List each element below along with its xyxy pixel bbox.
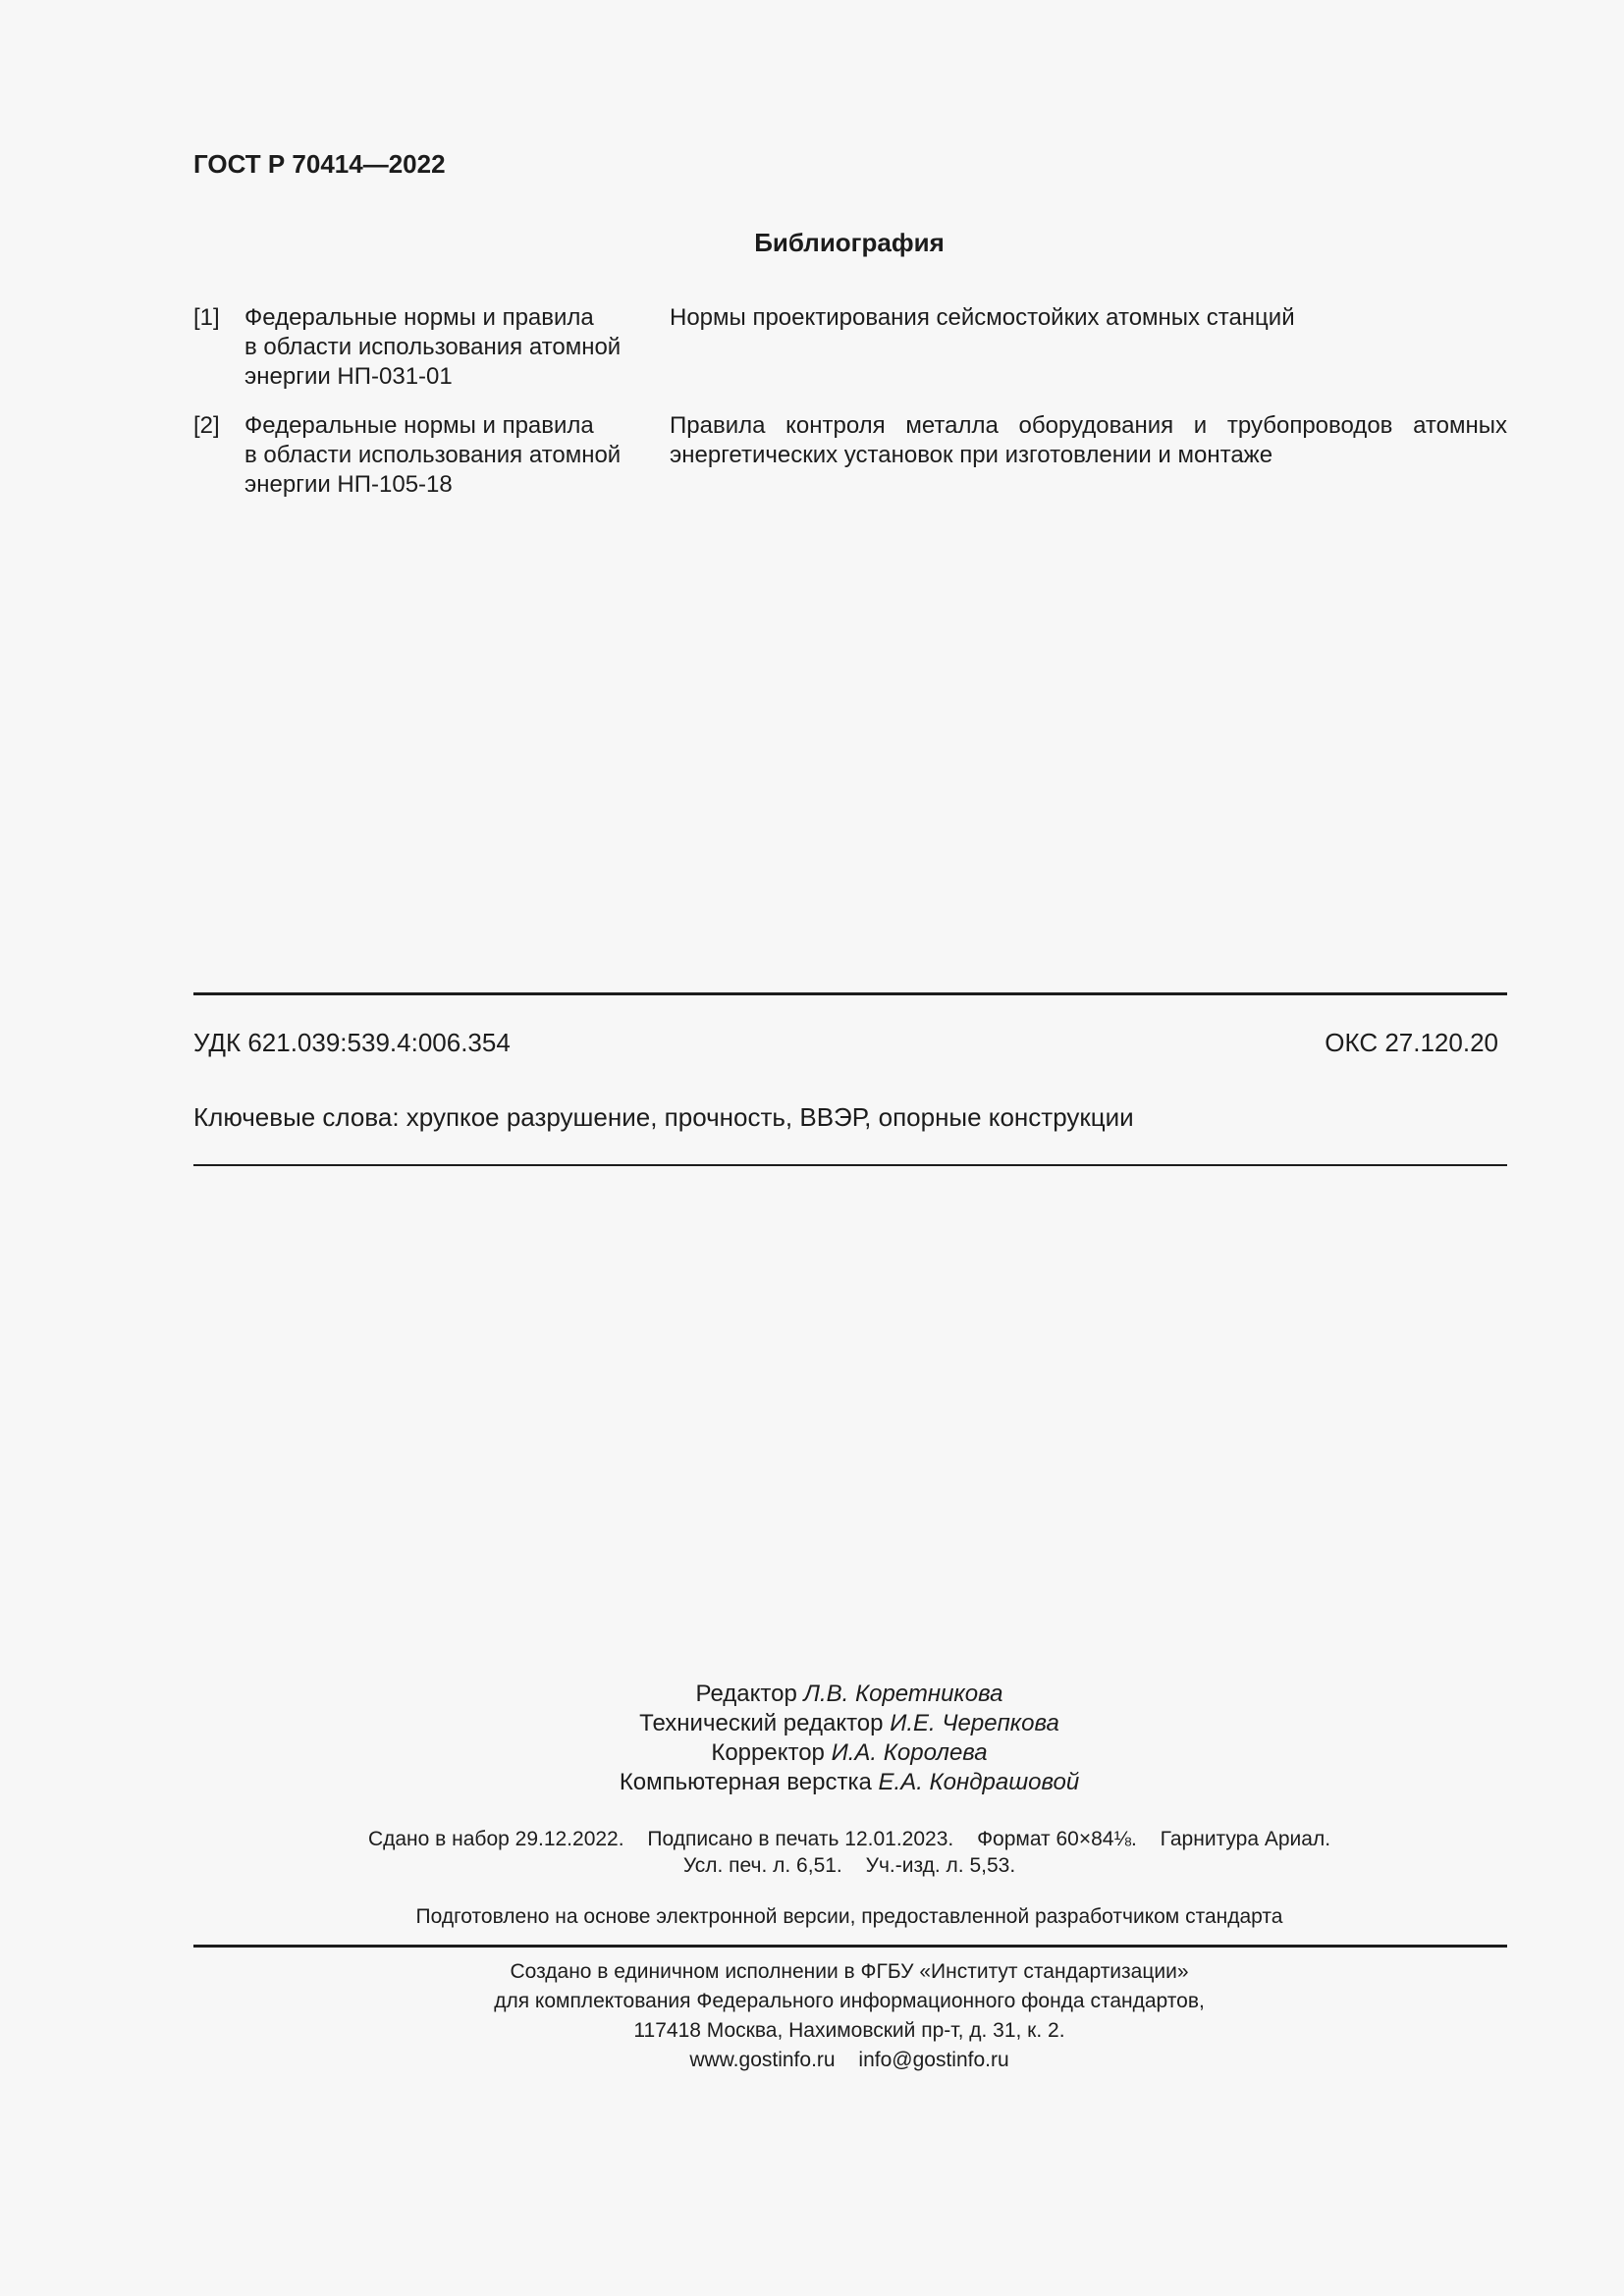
print-sheets: Усл. печ. л. 6,51. — [682, 1854, 842, 1877]
divider — [193, 992, 1507, 995]
source-line: в области использования атомной — [244, 442, 622, 468]
item-source — [244, 303, 670, 392]
item-number: [2] — [193, 412, 220, 439]
footer-line: Создано в единичном исполнении в ФГБУ «Институт стандартизации» — [510, 1960, 1189, 1983]
publisher-footer — [0, 1957, 1624, 2075]
credit-name: Е.А. Кондрашовой — [878, 1769, 1080, 1795]
source-line: Федеральные нормы и правила — [244, 412, 594, 439]
bibliography-title: Библиография — [754, 228, 945, 257]
footer-line: для комплектования Федерального информационного фонда стандартов, — [494, 1990, 1205, 2012]
document-code: ГОСТ Р 70414—2022 — [193, 149, 446, 179]
keywords: Ключевые слова: хрупкое разрушение, прочность, ВВЭР, опорные конструкции — [193, 1102, 1134, 1132]
email-link[interactable]: info@gostinfo.ru — [858, 2049, 1009, 2071]
udk-code: УДК 621.039:539.4:006.354 — [193, 1028, 511, 1057]
paper-format: Формат 60×84⅛. — [977, 1828, 1137, 1850]
source-line: в области использования атомной — [244, 334, 622, 360]
signed-date: Подписано в печать 12.01.2023. — [647, 1828, 954, 1850]
typeface: Гарнитура Ариал. — [1160, 1828, 1331, 1850]
prepared-note: Подготовлено на основе электронной версии, предоставленной разработчиком стандарта — [415, 1905, 1283, 1928]
credit-role: Корректор — [711, 1739, 825, 1766]
divider — [193, 1945, 1507, 1948]
credit-name: И.А. Королева — [831, 1739, 988, 1766]
publication-sheets: Уч.-изд. л. 5,53. — [865, 1854, 1016, 1877]
credit-line — [0, 1709, 1624, 1738]
item-title: Правила контроля металла оборудования и трубопроводов атомных энергетических установок при изготовлении и монтаже — [670, 412, 1507, 468]
credit-role: Компьютерная верстка — [619, 1769, 872, 1795]
source-line: энергии НП-031-01 — [244, 363, 453, 390]
credits-block — [0, 1680, 1624, 1797]
credit-role: Технический редактор — [639, 1710, 884, 1736]
bibliography-item — [193, 411, 1507, 500]
credit-role: Редактор — [695, 1681, 797, 1707]
item-number: [1] — [193, 304, 220, 331]
divider — [193, 1164, 1507, 1166]
credit-line — [0, 1738, 1624, 1768]
footer-address: 117418 Москва, Нахимовский пр-т, д. 31, к. 2. — [633, 2019, 1065, 2042]
credit-name: И.Е. Черепкова — [890, 1710, 1059, 1736]
credit-name: Л.В. Коретникова — [803, 1681, 1003, 1707]
item-source — [244, 411, 670, 500]
website-link[interactable]: www.gostinfo.ru — [689, 2049, 836, 2071]
credit-line — [0, 1680, 1624, 1709]
submitted-date: Сдано в набор 29.12.2022. — [367, 1828, 624, 1850]
credit-line — [0, 1768, 1624, 1797]
item-title: Нормы проектирования сейсмостойких атомных станций — [670, 304, 1295, 331]
print-info — [0, 1826, 1624, 1879]
source-line: Федеральные нормы и правила — [244, 304, 594, 331]
oks-code: ОКС 27.120.20 — [1325, 1028, 1498, 1057]
source-line: энергии НП-105-18 — [244, 471, 453, 498]
bibliography-item — [193, 303, 1507, 392]
